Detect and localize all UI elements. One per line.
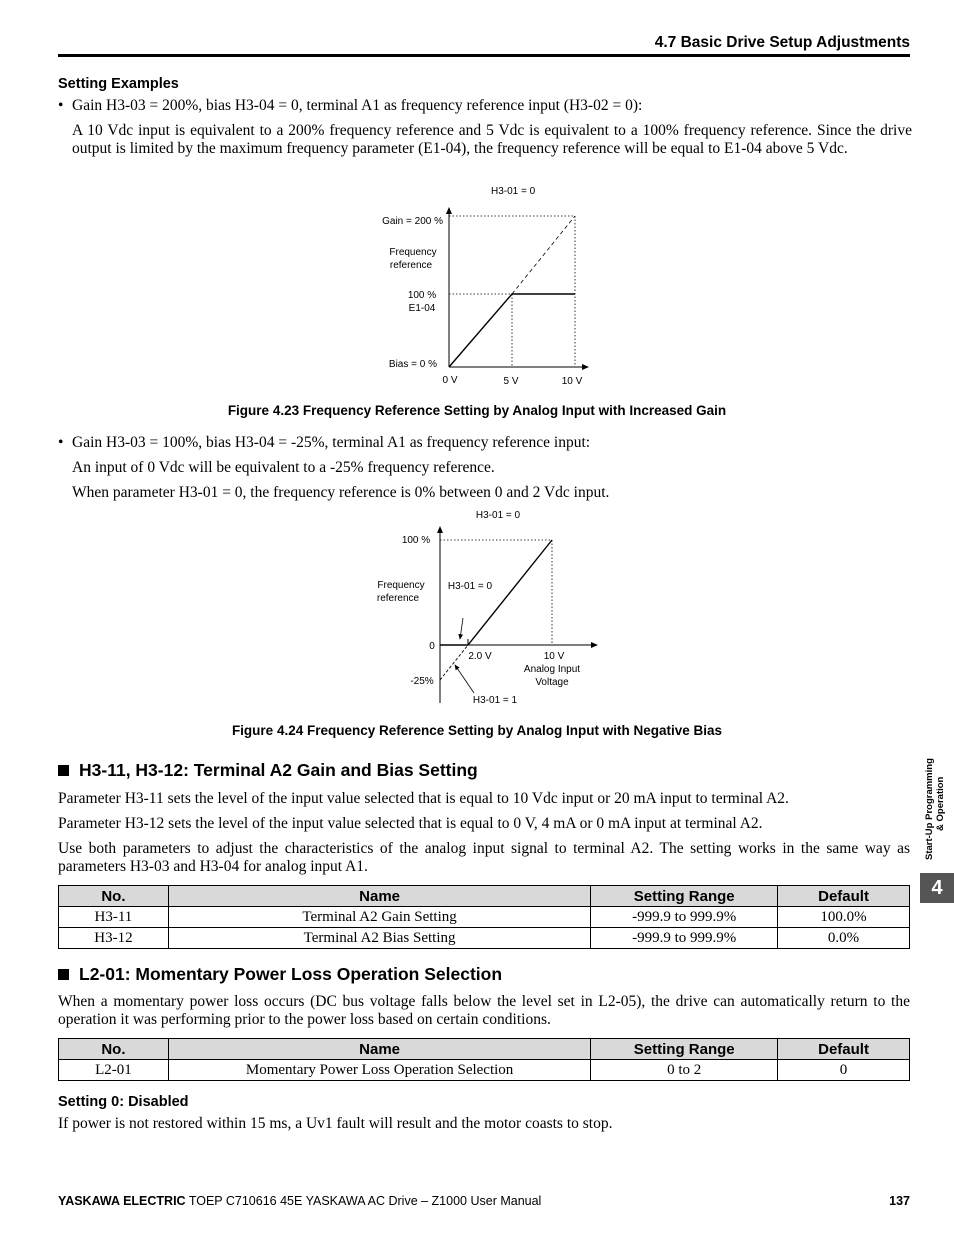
table-row [59,1060,910,1081]
figure-4-24-graph [370,505,610,710]
table-header-row [59,1039,910,1060]
column-header-setting-range: Setting Range [591,1039,778,1060]
fig1-bias-label: Bias = 0 % [388,359,437,370]
column-header-name: Name [168,1039,590,1060]
paragraph-l201: When a momentary power loss occurs (DC bus voltage falls below the level set in L2-05), the drive can automatically return to the operation it was performing prior to the power loss based on certain conditions. [58,993,910,1028]
section-heading-l201-text: L2-01: Momentary Power Loss Operation Selection [79,964,503,984]
fig2-100pct-label: 100 % [401,535,431,546]
table-cell: H3-12 [59,928,169,949]
column-header-name: Name [168,886,590,907]
bullet-text-1: Gain H3-03 = 200%, bias H3-04 = 0, terminal A1 as frequency reference input (H3-02 = 0): [72,97,643,114]
table-cell: -999.9 to 999.9% [591,907,778,928]
fig2-freq-label-2: reference [376,593,420,604]
figure-4-23-graph [360,180,600,390]
fig1-e104-label: E1-04 [408,303,436,314]
fig2-analog-label-1: Analog Input [523,664,581,675]
bullet-item-2 [58,434,918,452]
fig2-top-label: H3-01 = 0 [475,510,521,521]
section-heading-h311-text: H3-11, H3-12: Terminal A2 Gain and Bias Setting [79,760,478,780]
table-header-row [59,886,910,907]
section-heading-h311-h312 [58,760,478,781]
fig2-freq-label-1: Frequency [377,580,425,591]
fig2-reference-curve [468,540,552,645]
table-cell: Terminal A2 Gain Setting [168,907,590,928]
table-cell: L2-01 [59,1060,169,1081]
chapter-number-tab: 4 [920,873,954,903]
bullet-text-2: Gain H3-03 = 100%, bias H3-04 = -25%, terminal A1 as frequency reference input: [72,434,591,451]
paragraph-setting-0: If power is not restored within 15 ms, a Uv1 fault will result and the motor coasts to stop. [58,1115,613,1132]
fig2-h301-1-arrow [455,665,474,693]
table-cell: -999.9 to 999.9% [591,928,778,949]
fig2-analog-label-2: Voltage [535,677,569,688]
fig1-x10-label: 10 V [561,376,583,387]
fig1-freq-label-1: Frequency [389,247,437,258]
fig1-freq-label-2: reference [389,260,433,271]
table-cell: Terminal A2 Bias Setting [168,928,590,949]
table-row [59,928,910,949]
table-cell: 0 [778,1060,910,1081]
fig2-2v-label: 2.0 V [468,651,492,662]
section-header-title: 4.7 Basic Drive Setup Adjustments [654,34,910,51]
column-header-default: Default [778,886,910,907]
section-square-icon [58,969,69,980]
setting-0-heading: Setting 0: Disabled [58,1094,189,1110]
footer-doc-title: TOEP C710616 45E YASKAWA AC Drive – Z1000 User Manual [185,1194,542,1208]
header-rule [58,54,910,57]
fig2-zero-label: 0 [429,641,435,652]
sidebar-line-1: Start-Up Programming [924,758,935,860]
fig1-gain-label: Gain = 200 % [382,216,443,227]
table-cell: 0.0% [778,928,910,949]
paragraph-h312: Parameter H3-12 sets the level of the input value selected that is equal to 0 V, 4 mA or 0 mA input at terminal A2. [58,815,763,832]
sidebar-line-2: & Operation [935,776,946,831]
column-header-no: No. [59,1039,169,1060]
bullet-marker: • [58,434,64,451]
fig2-negative-bias-line [440,645,468,680]
paragraph-h311: Parameter H3-11 sets the level of the input value selected that is equal to 10 Vdc input or 20 mA input to terminal A2. [58,790,789,807]
bullet-marker: • [58,97,64,114]
setting-examples-heading: Setting Examples [58,76,179,92]
table-cell: H3-11 [59,907,169,928]
table-cell: 0 to 2 [591,1060,778,1081]
paragraph-gain-example: A 10 Vdc input is equivalent to a 200% frequency reference and 5 Vdc is equivalent to a 100% frequency reference. Since the drive output is limited by the maximum frequency parameter (E1-04), the frequency reference will be equal to E1-04 above 5 Vdc. [72,122,912,157]
fig2-h301-0-arrow [460,618,463,639]
table-row [59,907,910,928]
fig1-x0-label: 0 V [442,375,458,386]
paragraph-negative-bias: An input of 0 Vdc will be equivalent to a -25% frequency reference. [72,459,495,476]
figure-4-24-caption: Figure 4.24 Frequency Reference Setting by Analog Input with Negative Bias [231,723,723,738]
parameter-table-h311 [58,885,910,949]
section-square-icon [58,765,69,776]
page-number: 137 [889,1194,910,1208]
paragraph-h311-usage: Use both parameters to adjust the characteristics of the analog input signal to terminal A2. The setting works in the same way as parameters H3-03 and H3-04 for analog input A1. [58,840,910,875]
fig2-neg25-label: -25% [410,676,434,687]
footer-brand: YASKAWA ELECTRIC [58,1194,186,1208]
table-cell: 100.0% [778,907,910,928]
footer-doc-info [58,1194,541,1208]
bullet-item-1 [58,97,918,115]
column-header-no: No. [59,886,169,907]
fig2-h301-1-label: H3-01 = 1 [472,695,518,706]
fig2-h301-0-label: H3-01 = 0 [447,581,493,592]
column-header-setting-range: Setting Range [591,886,778,907]
table-cell: Momentary Power Loss Operation Selection [168,1060,590,1081]
parameter-table-l201 [58,1038,910,1081]
fig1-extended-gain-line [512,216,575,294]
column-header-default: Default [778,1039,910,1060]
paragraph-h301-note: When parameter H3-01 = 0, the frequency reference is 0% between 0 and 2 Vdc input. [72,484,610,501]
fig2-10v-label: 10 V [543,651,565,662]
fig1-top-label: H3-01 = 0 [491,186,536,197]
figure-4-23-caption: Figure 4.23 Frequency Reference Setting by Analog Input with Increased Gain [227,403,727,418]
chapter-sidebar-label [924,735,946,860]
fig1-100pct-label: 100 % [407,290,437,301]
section-heading-l201 [58,964,502,985]
fig1-x5-label: 5 V [503,376,519,387]
